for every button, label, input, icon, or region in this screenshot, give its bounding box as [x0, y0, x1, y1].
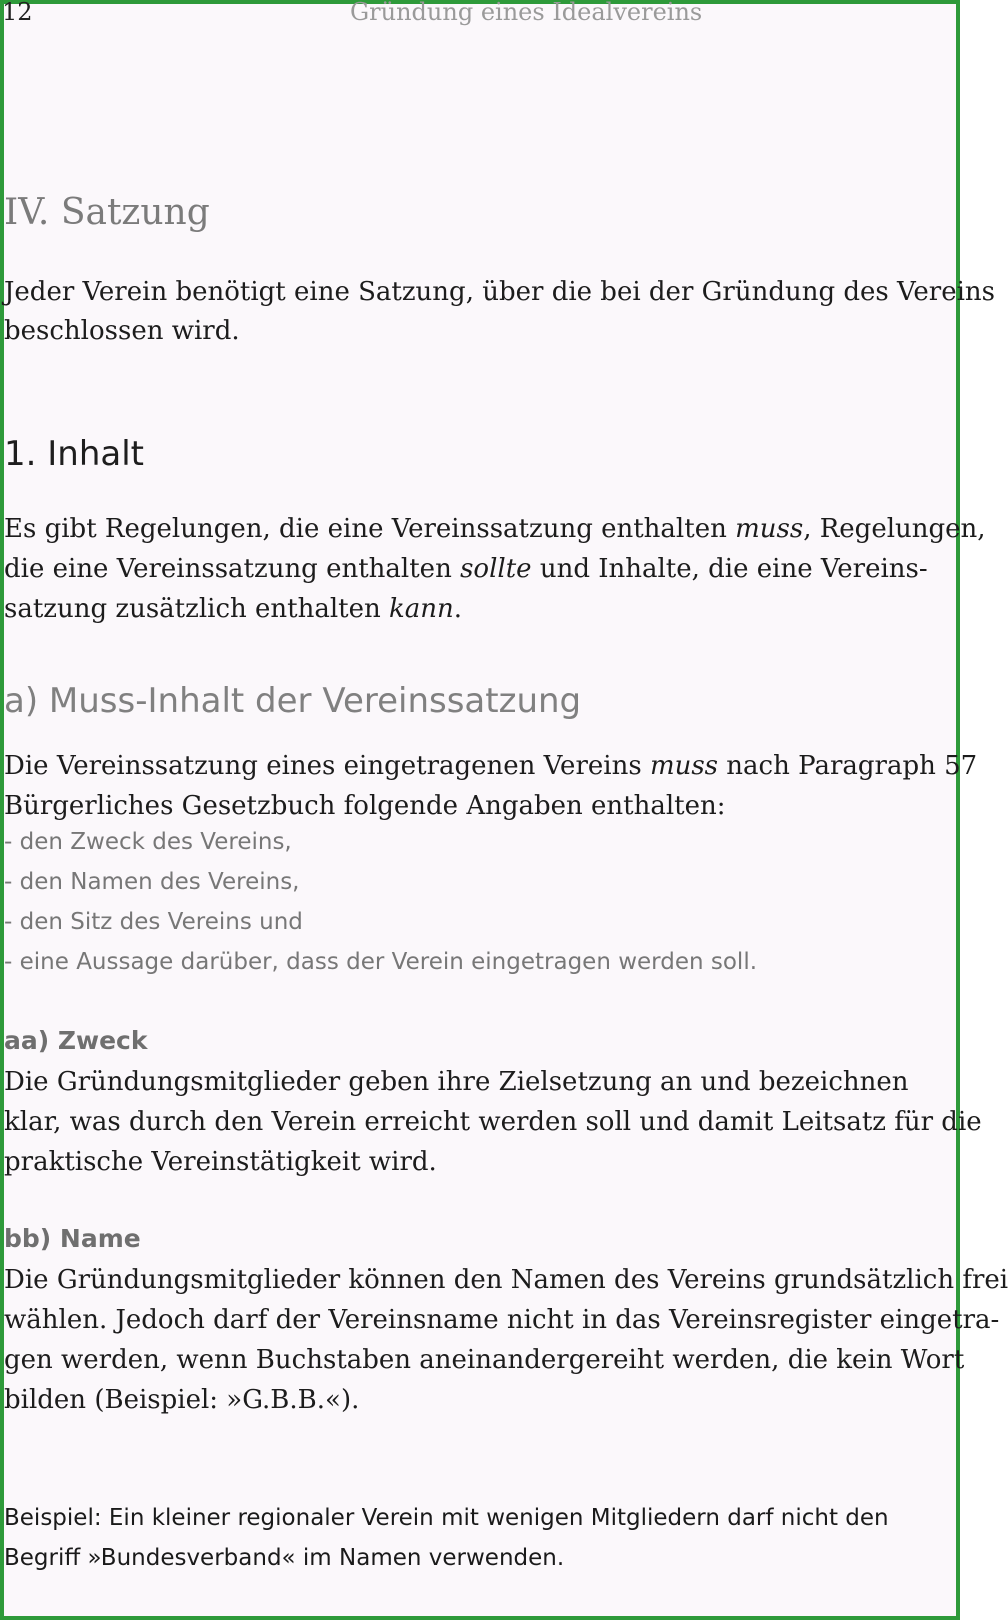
inhalt-para-line-3: satzung zusätzlich enthalten kann. [4, 594, 463, 624]
example-line-2: Begriff »Bundesverband« im Namen verwenden. [4, 1545, 565, 1571]
muss-inhalt-para-line-2: Bürgerliches Gesetzbuch folgende Angaben enthalten: [4, 791, 726, 821]
page-number: 12 [2, 0, 33, 26]
list-item: - den Namen des Vereins, [4, 869, 300, 895]
name-line-3: gen werden, wenn Buchstaben aneinandergereiht werden, die kein Wort [4, 1345, 965, 1375]
name-line-1: Die Gründungsmitglieder können den Namen des Vereins grundsätzlich frei [4, 1265, 1008, 1295]
section-title: IV. Satzung [4, 192, 210, 233]
muss-inhalt-para-line-1: Die Vereinssatzung eines eingetragenen Vereins muss nach Paragraph 57 [4, 751, 978, 781]
example-line-1: Beispiel: Ein kleiner regionaler Verein mit wenigen Mitgliedern darf nicht den [4, 1505, 889, 1531]
zweck-line-1: Die Gründungsmitglieder geben ihre Zielsetzung an und bezeichnen [4, 1067, 909, 1097]
section-intro-line-1: Jeder Verein benötigt eine Satzung, über die bei der Gründung des Vereins [4, 277, 995, 307]
running-title: Gründung eines Idealvereins [350, 0, 703, 26]
list-item: - den Sitz des Vereins und [4, 909, 303, 935]
muss-inhalt-title: a) Muss-Inhalt der Vereinssatzung [4, 681, 582, 721]
section-intro-line-2: beschlossen wird. [4, 316, 240, 346]
inhalt-para-line-1: Es gibt Regelungen, die eine Vereinssatzung enthalten muss, Regelungen, [4, 514, 986, 544]
name-line-2: wählen. Jedoch darf der Vereinsname nicht in das Vereinsregister eingetra- [4, 1305, 1000, 1335]
name-heading: bb) Name [4, 1224, 141, 1253]
list-item: - eine Aussage darüber, dass der Verein eingetragen werden soll. [4, 949, 758, 975]
name-line-4: bilden (Beispiel: »G.B.B.«). [4, 1385, 360, 1415]
subsection-title-inhalt: 1. Inhalt [4, 434, 144, 474]
list-item: - den Zweck des Vereins, [4, 829, 292, 855]
zweck-line-2: klar, was durch den Verein erreicht werden soll und damit Leitsatz für die [4, 1107, 982, 1137]
zweck-line-3: praktische Vereinstätigkeit wird. [4, 1147, 437, 1177]
zweck-heading: aa) Zweck [4, 1026, 148, 1055]
inhalt-para-line-2: die eine Vereinssatzung enthalten sollte und Inhalte, die eine Vereins- [4, 554, 928, 584]
